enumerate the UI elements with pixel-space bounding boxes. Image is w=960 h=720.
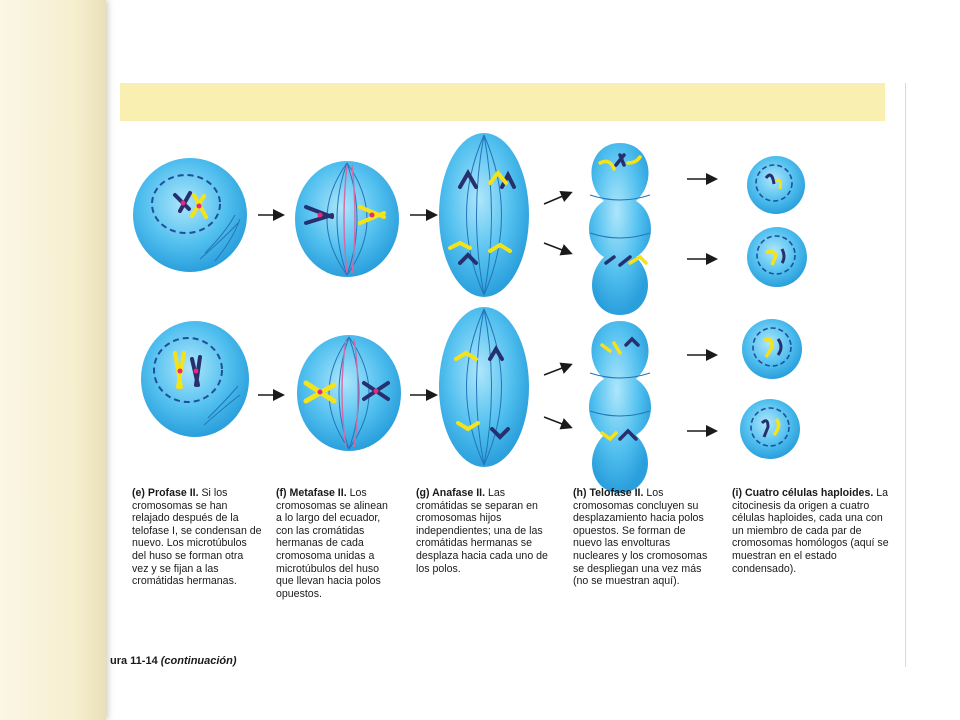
prophase-cell-bottom [141,321,249,437]
metaphase-cell-bottom [297,335,401,451]
slide-sidebar [0,0,106,720]
arrow-g-h-bottom-1 [544,365,570,375]
caption-haploid-cells: (i) Cuatro células haploides. La citocinesis da origen a cuatro células haploides, cada una con un miembro de cada par de cromosomas homólogos (aquí se muestran en el estado condensado). [732,487,889,575]
arrow-g-h-bottom-2 [544,417,570,427]
figure-label: ura 11-14 (continuación) [110,655,237,667]
haploid-cell-4 [740,399,800,459]
anaphase-cell-top [439,133,529,297]
telophase-cell-top [589,143,651,315]
caption-anaphase-ii: (g) Anafase II. Las cromátidas se separan en cromosomas hijos independientes; una de las cromátidas hermanas se desplaza hacia cada uno de los polos. [416,487,548,575]
haploid-cell-1 [747,156,805,214]
arrow-g-h-top-1 [544,193,570,204]
caption-prophase-ii: (e) Profase II. Si los cromosomas se han relajado después de la telofase I, se condensan de nuevo. Los microtúbulos del huso se forman otra vez y se fijan a las cromátidas hermanas. [132,487,262,588]
caption-metaphase-ii: (f) Metafase II. Los cromosomas se alinean a lo largo del ecuador, con las cromátidas hermanas de cada cromosoma unidas a microtúbulos del huso que llevan hacia polos opuestos. [276,487,388,600]
prophase-cell-top [133,158,247,272]
haploid-cell-2 [747,227,807,287]
anaphase-cell-bottom [439,307,529,467]
arrow-g-h-top-2 [544,243,570,253]
caption-telophase-ii: (h) Telofase II. Los cromosomas concluyen su desplazamiento hacia polos opuestos. Se forman de nuevo las envolturas nucleares y los cromosomas se despliegan una vez más (no se muestran aquí). [573,487,708,588]
meiosis-figure [110,83,906,667]
metaphase-cell-top [295,161,399,277]
haploid-cell-3 [742,319,802,379]
telophase-cell-bottom [589,321,651,493]
